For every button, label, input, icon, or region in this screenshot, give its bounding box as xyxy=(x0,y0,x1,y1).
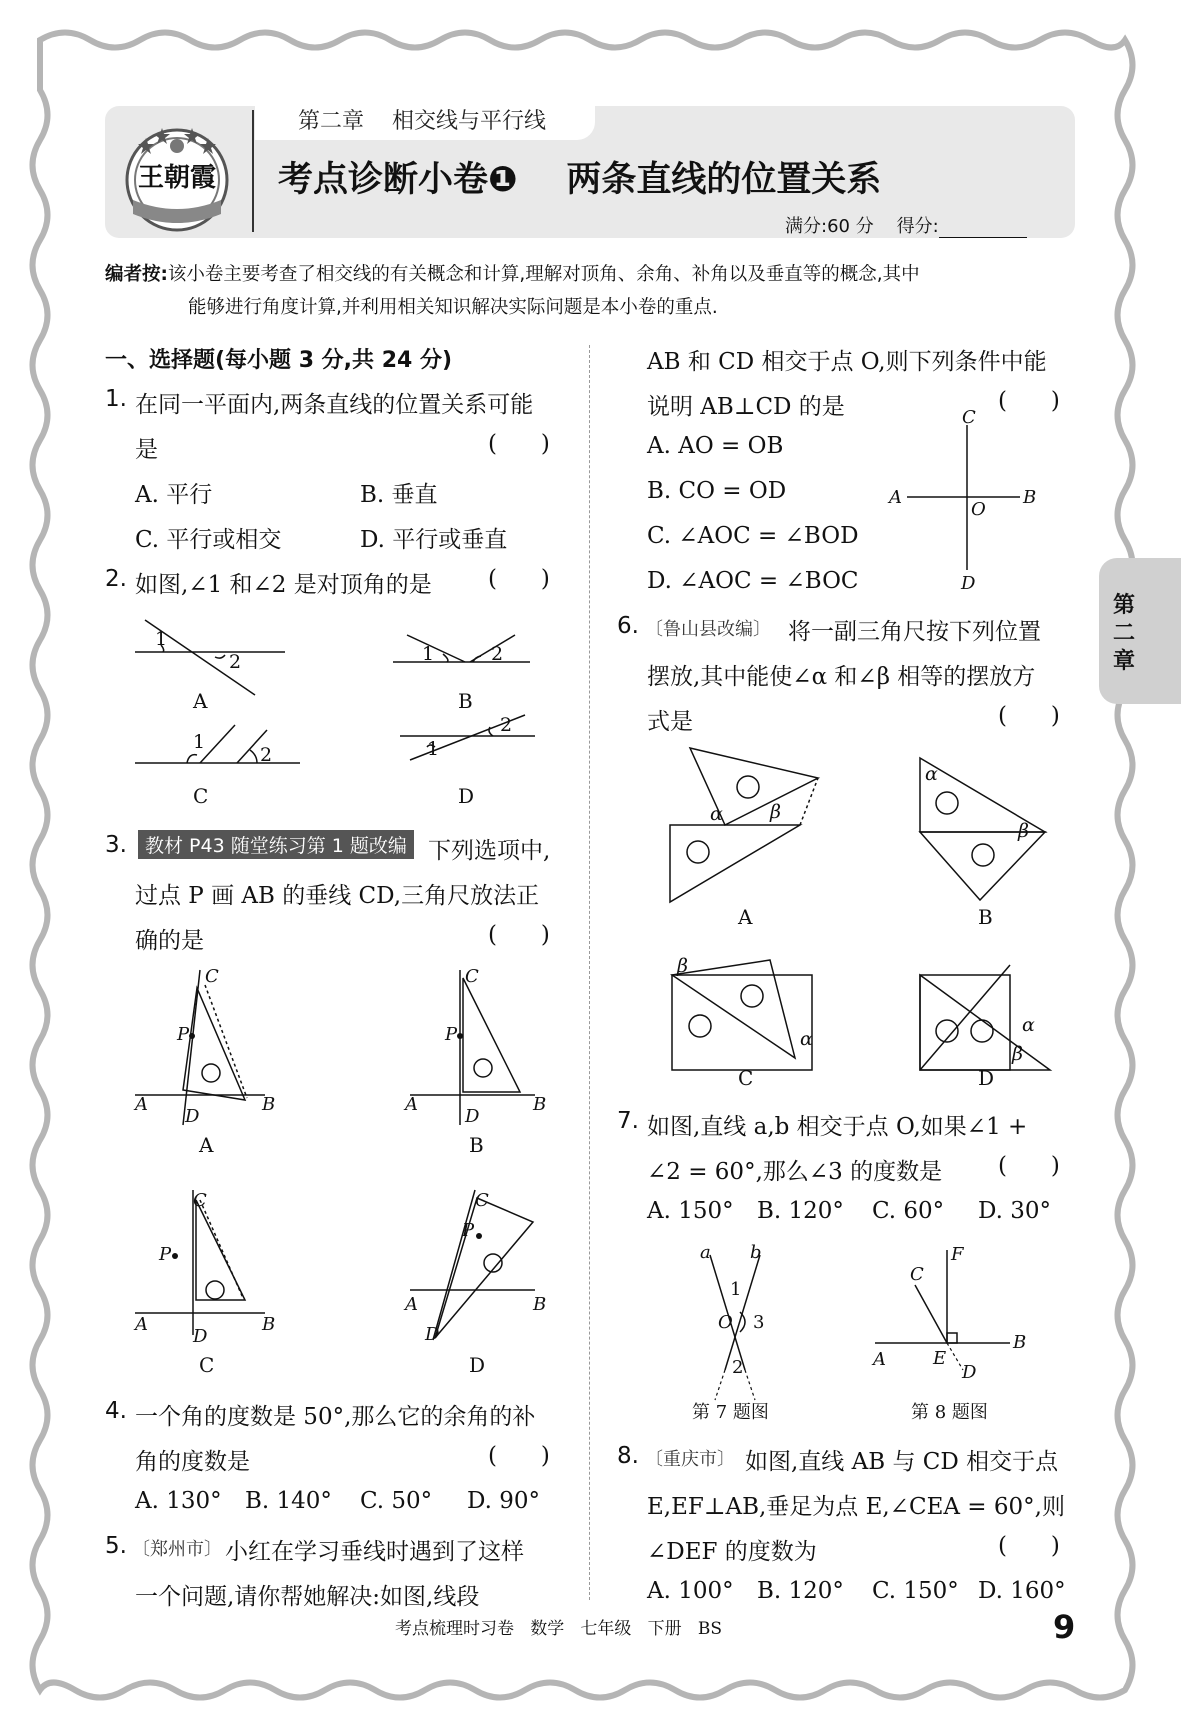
q5-label-c: C xyxy=(962,407,976,428)
q3-caption-a: A xyxy=(199,1133,214,1157)
q2-a-label-2: 2 xyxy=(229,651,242,673)
q7-label-b: b xyxy=(750,1242,762,1263)
q8-label-c: C xyxy=(910,1264,924,1285)
q6-caption-a: A xyxy=(738,905,753,929)
q8-option-a[interactable]: A. 100° xyxy=(647,1578,734,1604)
score-blank[interactable] xyxy=(939,221,1027,238)
q6-caption-b: B xyxy=(978,905,993,929)
q6-d-beta: β xyxy=(1012,1043,1023,1065)
q3-d-d: D xyxy=(425,1324,440,1345)
q3-c-d: D xyxy=(193,1326,208,1347)
q5-stem-line2: 一个问题,请你帮她解决:如图,线段 xyxy=(135,1584,480,1610)
q8-option-b[interactable]: B. 120° xyxy=(757,1578,844,1604)
q6-stem-line3: 式是 xyxy=(647,709,693,735)
q2-a-label-1: 1 xyxy=(155,628,168,650)
q7-option-b[interactable]: B. 120° xyxy=(757,1198,844,1224)
q3-b-p: P xyxy=(445,1024,458,1045)
q7-answer-paren[interactable]: ( ) xyxy=(998,1153,1060,1179)
q1-stem-line2: 是 xyxy=(135,437,158,463)
q5-label-b: B xyxy=(1023,487,1037,508)
q7-label-a: a xyxy=(700,1242,711,1263)
footer-text: 考点梳理时习卷 数学 七年级 下册 BS xyxy=(395,1619,722,1639)
q5-option-b[interactable]: B. CO = OD xyxy=(647,478,787,504)
q3-c-a: A xyxy=(135,1314,148,1335)
q4-number: 4. xyxy=(105,1398,127,1424)
q6-b-alpha: α xyxy=(925,763,938,785)
q6-source: 〔鲁山县改编〕 xyxy=(645,619,771,640)
q8-caption: 第 8 题图 xyxy=(911,1402,988,1423)
q5-number: 5. xyxy=(105,1533,127,1559)
q2-caption-c: C xyxy=(193,784,209,808)
q3-number: 3. xyxy=(105,832,127,858)
q8-figure xyxy=(865,1240,1045,1425)
q1-option-b[interactable]: B. 垂直 xyxy=(360,482,438,508)
q8-number: 8. xyxy=(617,1443,639,1469)
editor-note-line2: 能够进行角度计算,并利用相关知识解决实际问题是本小卷的重点. xyxy=(188,297,718,318)
q6-caption-c: C xyxy=(738,1066,754,1090)
q8-stem-line3: ∠DEF 的度数为 xyxy=(647,1539,817,1565)
q1-number: 1. xyxy=(105,386,127,412)
q7-figure xyxy=(680,1240,840,1425)
q7-option-d[interactable]: D. 30° xyxy=(978,1198,1052,1224)
chapter-title: 第二章 相交线与平行线 xyxy=(298,109,546,134)
q8-option-d[interactable]: D. 160° xyxy=(978,1578,1066,1604)
q5-label-o: O xyxy=(971,499,986,520)
q3-answer-paren[interactable]: ( ) xyxy=(488,922,550,948)
editor-note-label: 编者按: xyxy=(105,264,168,285)
q8-label-e: E xyxy=(933,1348,947,1369)
editor-note-line1: 该小卷主要考查了相交线的有关概念和计算,理解对顶角、余角、补角以及垂直等的概念,其中 xyxy=(167,264,920,285)
q3-stem-line2: 过点 P 画 AB 的垂线 CD,三角尺放法正 xyxy=(135,883,540,909)
q4-answer-paren[interactable]: ( ) xyxy=(488,1443,550,1469)
q7-label-3: 3 xyxy=(753,1312,765,1333)
section-title: 一、选择题(每小题 3 分,共 24 分) xyxy=(105,348,453,373)
q8-answer-paren[interactable]: ( ) xyxy=(998,1533,1060,1559)
q6-answer-paren[interactable]: ( ) xyxy=(998,703,1060,729)
q3-a-c: C xyxy=(205,966,219,987)
q3-b-a: A xyxy=(405,1094,418,1115)
q5-stem-line3: AB 和 CD 相交于点 O,则下列条件中能 xyxy=(647,349,1047,375)
score-label: 得分: xyxy=(896,216,939,237)
q5-option-a[interactable]: A. AO = OB xyxy=(647,433,784,459)
q8-label-d: D xyxy=(962,1362,977,1383)
q1-option-d[interactable]: D. 平行或垂直 xyxy=(360,527,508,553)
q2-caption-b: B xyxy=(458,689,473,713)
q1-answer-paren[interactable]: ( ) xyxy=(488,431,550,457)
q8-label-b: B xyxy=(1013,1332,1027,1353)
q1-option-a[interactable]: A. 平行 xyxy=(135,482,213,508)
q6-number: 6. xyxy=(617,613,639,639)
q8-option-c[interactable]: C. 150° xyxy=(872,1578,959,1604)
logo-text: 王朝霞 xyxy=(137,163,217,193)
q3-b-b: B xyxy=(533,1094,547,1115)
q8-label-a: A xyxy=(873,1349,886,1370)
q3-c-b: B xyxy=(262,1314,276,1335)
q3-source-badge: 教材 P43 随堂练习第 1 题改编 xyxy=(138,830,414,859)
q1-stem-line1: 在同一平面内,两条直线的位置关系可能 xyxy=(135,392,534,418)
q7-stem-line2: ∠2 = 60°,那么∠3 的度数是 xyxy=(647,1159,943,1185)
column-divider xyxy=(589,345,590,1600)
q6-c-beta: β xyxy=(677,955,688,977)
q3-d-b: B xyxy=(533,1294,547,1315)
q4-option-a[interactable]: A. 130° xyxy=(135,1488,222,1514)
q5-figure xyxy=(885,405,1045,595)
q6-caption-d: D xyxy=(978,1066,995,1090)
q5-source: 〔郑州市〕 xyxy=(132,1539,222,1560)
q6-a-alpha: α xyxy=(710,803,723,825)
q3-caption-c: C xyxy=(199,1353,215,1377)
q3-figure xyxy=(125,960,565,1380)
q2-number: 2. xyxy=(105,566,127,592)
q3-a-a: A xyxy=(135,1094,148,1115)
q7-stem-line1: 如图,直线 a,b 相交于点 O,如果∠1 + xyxy=(647,1114,1028,1140)
q7-option-c[interactable]: C. 60° xyxy=(872,1198,945,1224)
page-title: 考点诊断小卷❶ 两条直线的位置关系 xyxy=(278,160,882,200)
q3-b-c: C xyxy=(465,966,479,987)
q3-caption-b: B xyxy=(469,1133,484,1157)
editor-note xyxy=(105,258,1080,324)
q1-option-c[interactable]: C. 平行或相交 xyxy=(135,527,282,553)
q3-c-p: P xyxy=(159,1244,172,1265)
q6-d-alpha: α xyxy=(1022,1014,1035,1036)
q2-caption-d: D xyxy=(458,784,475,808)
q2-b-label-2: 2 xyxy=(491,643,504,665)
q3-c-c: C xyxy=(193,1190,207,1211)
q3-a-b: B xyxy=(262,1094,276,1115)
q4-option-c[interactable]: C. 50° xyxy=(360,1488,433,1514)
q6-figure xyxy=(660,740,1070,1090)
q2-c-label-2: 2 xyxy=(260,744,273,766)
q5-option-c[interactable]: C. ∠AOC = ∠BOD xyxy=(647,523,859,549)
q7-label-o: O xyxy=(718,1312,733,1333)
q6-stem-line2: 摆放,其中能使∠α 和∠β 相等的摆放方 xyxy=(647,664,1036,690)
score-row xyxy=(785,212,1027,238)
q6-c-alpha: α xyxy=(800,1028,813,1050)
q2-c-label-1: 1 xyxy=(193,731,206,753)
q6-a-beta: β xyxy=(770,801,781,823)
header-divider xyxy=(252,110,254,232)
q3-a-p: P xyxy=(177,1024,190,1045)
q8-source: 〔重庆市〕 xyxy=(645,1449,735,1470)
q7-option-a[interactable]: A. 150° xyxy=(647,1198,734,1224)
q5-stem-line4: 说明 AB⊥CD 的是 xyxy=(647,394,845,420)
q3-b-d: D xyxy=(465,1106,480,1127)
q2-stem: 如图,∠1 和∠2 是对顶角的是 xyxy=(135,572,432,598)
q2-answer-paren[interactable]: ( ) xyxy=(488,566,550,592)
q3-a-d: D xyxy=(185,1106,200,1127)
full-score-label: 满分:60 分 xyxy=(785,216,874,237)
q4-option-b[interactable]: B. 140° xyxy=(245,1488,332,1514)
side-tab-text: 第二章 xyxy=(1112,593,1135,674)
q4-option-d[interactable]: D. 90° xyxy=(467,1488,541,1514)
q3-stem-line1: 下列选项中, xyxy=(428,838,551,864)
page-number: 9 xyxy=(1053,1608,1076,1646)
q5-label-a: A xyxy=(889,487,902,508)
q8-stem-line1: 如图,直线 AB 与 CD 相交于点 xyxy=(745,1449,1059,1475)
q7-number: 7. xyxy=(617,1108,639,1134)
q5-answer-paren[interactable]: ( ) xyxy=(998,388,1060,414)
q4-stem-line1: 一个角的度数是 50°,那么它的余角的补 xyxy=(135,1404,536,1430)
q7-caption: 第 7 题图 xyxy=(692,1402,769,1423)
q3-stem-line3: 确的是 xyxy=(135,928,204,954)
q7-label-2: 2 xyxy=(732,1357,744,1378)
q2-b-label-1: 1 xyxy=(422,643,435,665)
q2-d-label-2: 2 xyxy=(500,714,513,736)
q3-d-c: C xyxy=(475,1190,489,1211)
q5-label-d: D xyxy=(961,573,976,594)
q7-label-1: 1 xyxy=(730,1279,742,1300)
q3-d-a: A xyxy=(405,1294,418,1315)
q3-caption-d: D xyxy=(469,1353,486,1377)
q8-label-f: F xyxy=(951,1244,964,1265)
q2-d-label-1: 1 xyxy=(427,738,440,760)
q4-stem-line2: 角的度数是 xyxy=(135,1449,250,1475)
q5-stem-line1: 小红在学习垂线时遇到了这样 xyxy=(225,1539,524,1565)
q6-stem-line1: 将一副三角尺按下列位置 xyxy=(788,619,1041,645)
q8-stem-line2: E,EF⊥AB,垂足为点 E,∠CEA = 60°,则 xyxy=(647,1494,1065,1520)
q3-d-p: P xyxy=(462,1220,475,1241)
q6-b-beta: β xyxy=(1018,820,1029,842)
q5-option-d[interactable]: D. ∠AOC = ∠BOC xyxy=(647,568,859,594)
q2-caption-a: A xyxy=(193,689,208,713)
q2-figure xyxy=(125,605,555,815)
publisher-logo xyxy=(118,118,236,236)
